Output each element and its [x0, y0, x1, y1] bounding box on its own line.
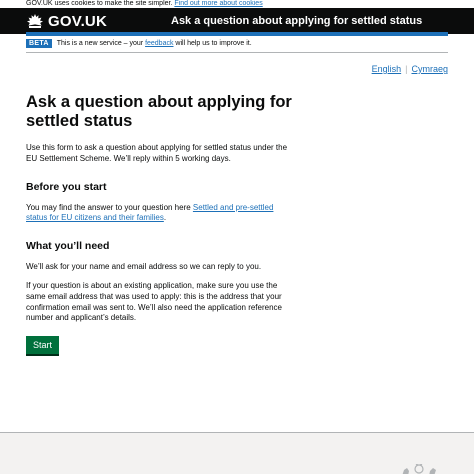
govuk-logo-link[interactable]	[26, 12, 107, 30]
page-title: Ask a question about applying for settled status	[26, 93, 292, 130]
logo-text: GOV.UK	[48, 12, 107, 30]
before-you-start-heading: Before you start	[26, 180, 107, 193]
crown-icon	[26, 13, 44, 29]
cookie-banner	[0, 0, 474, 8]
settled-status-link[interactable]: Settled and pre-settled status for EU citizens and their families	[26, 202, 274, 223]
royal-coat-of-arms-icon	[398, 463, 440, 474]
before-end: .	[163, 213, 167, 223]
phase-text-after: will help us to improve it.	[173, 40, 252, 47]
language-welsh-link[interactable]: Cymraeg	[411, 64, 448, 74]
header-underline	[26, 32, 448, 36]
what-youll-need-heading: What you’ll need	[26, 240, 110, 253]
phase-banner-text	[57, 39, 252, 49]
cookie-info-link[interactable]: Find out more about cookies	[174, 0, 263, 7]
main-content	[26, 93, 296, 354]
phase-text-before: This is a new service – your	[56, 40, 146, 47]
beta-tag: BETA	[26, 39, 52, 48]
need-paragraph-1: We’ll ask for your name and email address so we can reply to you.	[26, 262, 262, 272]
language-toggle	[372, 64, 448, 75]
site-header	[0, 8, 474, 34]
service-name-link[interactable]: Ask a question about applying for settled status	[171, 15, 423, 27]
language-english-link[interactable]: English	[371, 64, 402, 74]
start-button[interactable]: Start	[26, 336, 59, 354]
need-paragraph-2: If your question is about an existing application, make sure you use the same email address that was used to apply: this is the address that your confirmation email was sent to. We’ll also need the application reference number and applicant’s details.	[26, 280, 282, 323]
phase-banner	[26, 39, 448, 53]
site-footer	[0, 432, 474, 474]
language-separator: |	[405, 64, 408, 74]
before-you-start-paragraph	[26, 203, 296, 225]
before-text: You may find the answer to your question here	[26, 202, 193, 212]
intro-paragraph: Use this form to ask a question about applying for settled status under the EU Settlement Scheme. We’ll reply within 5 working days.	[26, 143, 288, 163]
feedback-link[interactable]: feedback	[145, 40, 174, 47]
cookie-banner-text: GOV.UK uses cookies to make the site simpler.	[26, 0, 173, 7]
